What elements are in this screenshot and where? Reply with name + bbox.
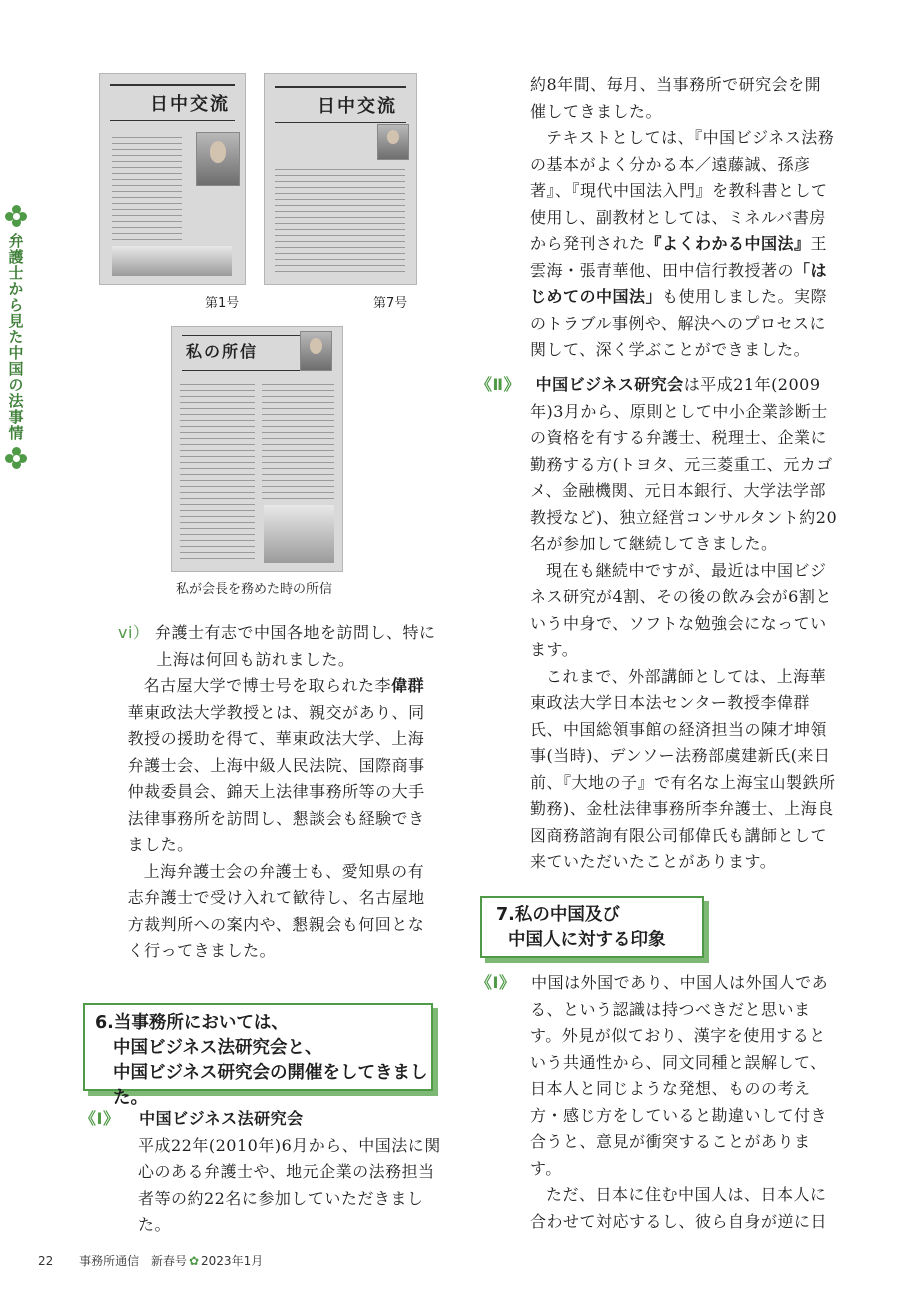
- flower-icon: [5, 205, 27, 227]
- issue1-header-label: 日中交流: [150, 94, 230, 115]
- issue-name: 新春号: [150, 1254, 187, 1268]
- section-ii-title: 中国ビジネス研究会: [535, 375, 684, 394]
- portrait-image: [196, 132, 240, 186]
- right-section-ii: [476, 372, 838, 876]
- section-6-i-title: 中国ビジネス法研究会: [139, 1109, 304, 1128]
- section-6-i-marker: 《Ⅰ》: [80, 1109, 120, 1128]
- issue7-header-label: 日中交流: [317, 96, 397, 117]
- right-text-block-top: [530, 72, 836, 364]
- portrait-image: [300, 331, 332, 371]
- section-ii-text: は平成21年(2009年)3月から、原則として中小企業診断士の資格を有する弁護士、税理士、企業に勤務する方(トヨタ、元三菱重工、元カゴメ、金融機関、元日本銀行、大学法学部教授など)、独立経営コンサルタント約20名が参加して継続してきました。: [530, 375, 838, 553]
- vi-paragraph-2-bold: 偉群: [391, 676, 425, 695]
- column-caption: 私が会長を務めた時の所信: [176, 582, 333, 597]
- right-paragraph-2-cont: 王雲海・張青華他、田中信行教授著の: [530, 234, 828, 280]
- right-paragraph-1: 約8年間、毎月、当事務所で研究会を開催してきました。: [530, 75, 822, 121]
- section-7-line1: 7.私の中国及び: [496, 905, 620, 925]
- right-paragraph-2-end: も使用しました。実際のトラブル事例や、解決へのプロセスに関して、深く学ぶことができました。: [530, 287, 828, 359]
- vi-paragraph-1: 弁護士有志で中国各地を訪問し、特に上海は何回も訪れました。: [155, 623, 436, 669]
- right-section-7-body: [476, 970, 838, 1235]
- page-footer: [38, 1252, 285, 1269]
- vi-paragraph-3: 上海弁護士会の弁護士も、愛知県の有志弁護士で受け入れて歓待し、名古屋地方裁判所への案内や、懇親会も何回となく行ってきました。: [127, 861, 425, 960]
- section-ii-marker: 《Ⅱ》: [476, 375, 521, 394]
- section-7-paragraph-2: ただ、日本に住む中国人は、日本人に合わせて対応するし、彼ら自身が逆に日: [530, 1185, 828, 1231]
- newsletter-issue1-photo: [99, 73, 246, 285]
- vi-paragraph-2: 名古屋大学で博士号を取られた李: [143, 676, 392, 695]
- left-text-block: [118, 620, 438, 965]
- section-7-line2: 中国人に対する印象: [508, 930, 666, 950]
- side-title-text: 弁護士から見た中国の法事情: [6, 233, 25, 441]
- right-paragraph-2-bold2: 「はじめての中国法」: [530, 260, 828, 306]
- section-7-paragraph-1: 中国は外国であり、中国人は外国人である、という認識は持つべきだと思います。外見が似ており、漢字を使用するという共通性から、同文同種と誤解して、日本人と同じような発想、ものの考え方・感じ方をしていると勘違いして付き合うと、意見が衝突することがあります。: [530, 973, 829, 1178]
- newsletter-issue7-photo: [264, 73, 417, 285]
- right-paragraph-2-bold1: 『よくわかる中国法』: [645, 234, 811, 253]
- section-6-body: [80, 1106, 442, 1239]
- column-photo: [171, 326, 343, 572]
- issue1-caption: 第1号: [205, 296, 240, 311]
- flower-icon: [5, 447, 27, 469]
- section-6-line3: 中国ビジネス研究会の開催をしてきました。: [113, 1063, 428, 1108]
- page-number: 22: [38, 1254, 54, 1268]
- section-6-line2: 中国ビジネス法研究会と、: [113, 1038, 323, 1058]
- section-6-i-text: 平成22年(2010年)6月から、中国法に関心のある弁護士や、地元企業の法務担当者等の約22名に参加していただきました。: [138, 1135, 441, 1234]
- issue-date: 2023年1月: [201, 1254, 264, 1268]
- column-header-label: 私の所信: [186, 342, 259, 361]
- right-paragraph-3: 現在も継続中ですが、最近は中国ビジネス研究が4割、その後の飲み会が6割という中身で、ソフトな勉強会になっています。: [530, 560, 832, 659]
- section-7-heading: [480, 896, 704, 958]
- section-7-i-marker: 《Ⅰ》: [476, 973, 516, 992]
- issue7-caption: 第7号: [373, 296, 408, 311]
- flower-icon: ✿: [188, 1254, 200, 1268]
- section-6-heading: [83, 1003, 433, 1108]
- right-paragraph-4: これまで、外部講師としては、上海華東政法大学日本法センター教授李偉群氏、中国総領事館の経済担当の陳才坤領事(当時)、デンソー法務部虞建新氏(来日前、『大地の子』で有名な上海宝山製鉄所勤務)、金杜法律事務所李弁護士、上海良図商務諮詢有限公司郁偉氏も講師として来ていただいたことがあります。: [530, 666, 836, 871]
- vi-paragraph-2-cont: 華東政法大学教授とは、親交があり、同教授の援助を得て、華東政法大学、上海弁護士会、上海中級人民法院、国際商事仲裁委員会、錦天上法律事務所等の大手法律事務所を訪問し、懇談会も経験できました。: [127, 702, 425, 854]
- side-section-title: [4, 205, 28, 469]
- right-paragraph-2: テキストとしては、『中国ビジネス法務の基本がよく分かる本／遠藤誠、孫彦著』、『現代中国法入門』を教科書として使用し、副教材としては、ミネルバ書房から発刊された: [530, 128, 835, 253]
- portrait-image: [377, 124, 409, 160]
- vi-label: vi）: [118, 623, 150, 642]
- publication-name: 事務所通信: [79, 1254, 140, 1268]
- section-6-line1: 6.当事務所においては、: [95, 1013, 289, 1033]
